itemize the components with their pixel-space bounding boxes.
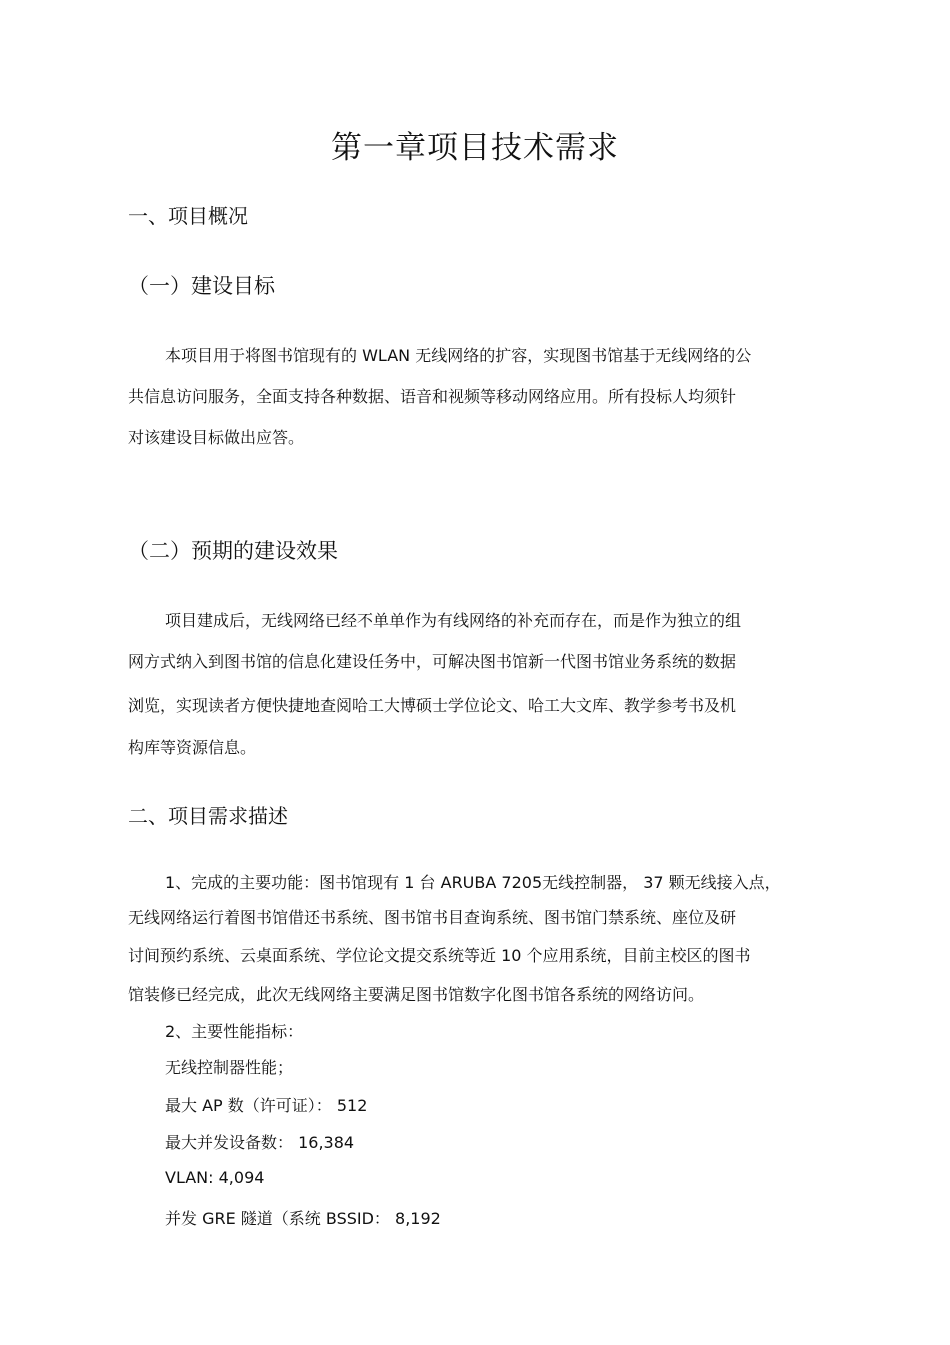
paragraph-line: 共信息访问服务，全面支持各种数据、语音和视频等移动网络应用。所有投标人均须针 [128,387,737,406]
spec-line: 并发 GRE 隧道（系统 BSSID： 8,192 [165,1209,441,1228]
paragraph-line: 讨间预约系统、云桌面系统、学位论文提交系统等近 10 个应用系统，目前主校区的图书 [128,946,751,965]
paragraph-line: 本项目用于将图书馆现有的 WLAN 无线网络的扩容，实现图书馆基于无线网络的公 [165,346,752,365]
subsection-heading-expected-effects: （二）预期的建设效果 [128,539,338,563]
page-title: 第一章项目技术需求 [331,130,619,166]
spec-line: 最大 AP 数（许可证）： 512 [165,1096,368,1115]
subsection-heading-goals: （一）建设目标 [128,274,275,298]
paragraph-line: 浏览，实现读者方便快捷地查阅哈工大博硕士学位论文、哈工大文库、教学参考书及机 [128,696,737,715]
paragraph-line: 无线网络运行着图书馆借还书系统、图书馆书目查询系统、图书馆门禁系统、座位及研 [128,908,737,927]
paragraph-line: 项目建成后，无线网络已经不单单作为有线网络的补充而存在，而是作为独立的组 [165,611,742,630]
item-heading-performance: 2、主要性能指标： [165,1022,304,1041]
paragraph-line: 馆装修已经完成，此次无线网络主要满足图书馆数字化图书馆各系统的网络访问。 [128,985,705,1004]
spec-line: VLAN: 4,094 [165,1168,265,1187]
paragraph-line: 对该建设目标做出应答。 [128,428,305,447]
paragraph-line: 网方式纳入到图书馆的信息化建设任务中，可解决图书馆新一代图书馆业务系统的数据 [128,652,737,671]
section-heading-overview: 一、项目概况 [128,204,248,228]
paragraph-line: 1、完成的主要功能：图书馆现有 1 台 ARUBA 7205无线控制器， 37 颗无线接入点， [165,873,781,892]
paragraph-line: 构库等资源信息。 [128,738,257,757]
controller-heading: 无线控制器性能； [165,1058,294,1077]
spec-line: 最大并发设备数： 16,384 [165,1133,355,1152]
section-heading-requirements: 二、项目需求描述 [128,804,288,828]
